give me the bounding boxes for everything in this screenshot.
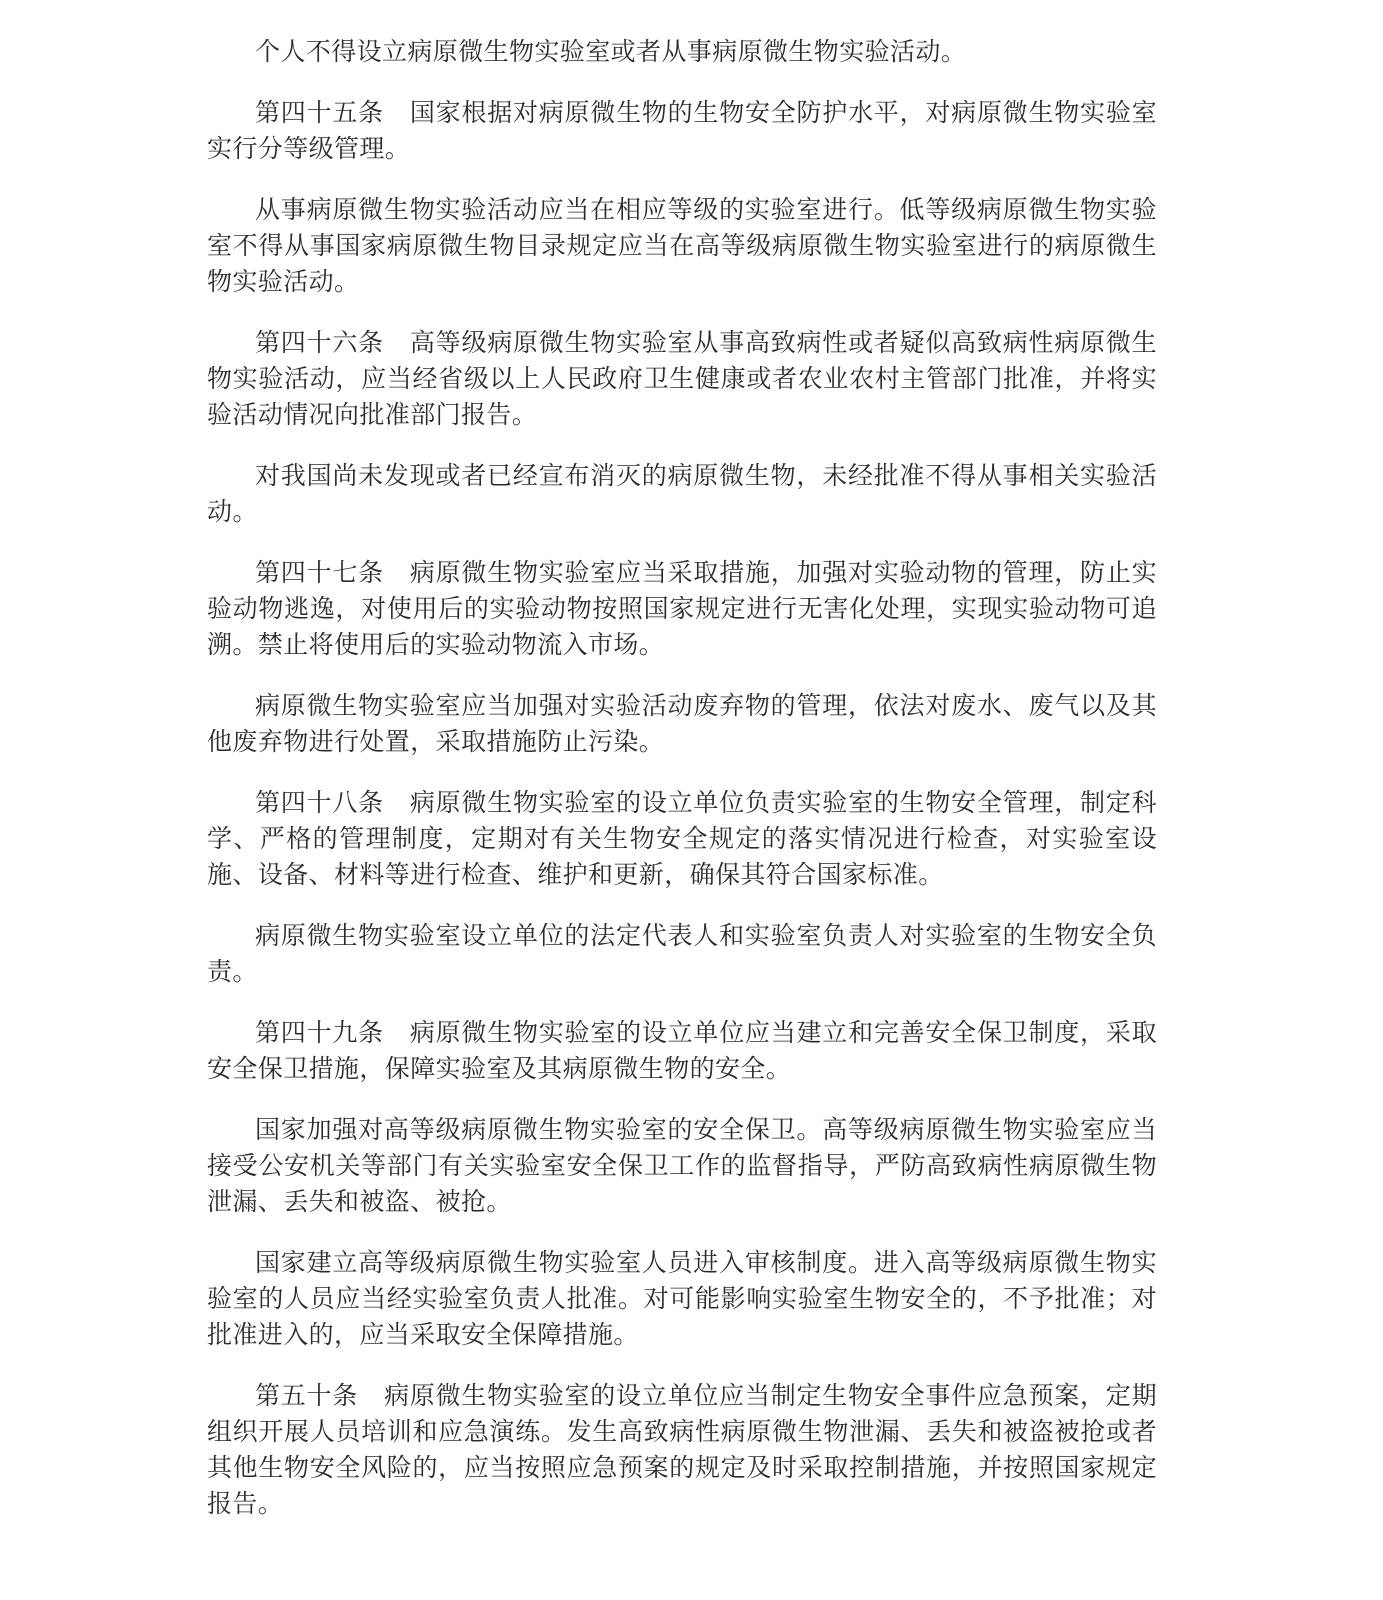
paragraph-text: 病原微生物实验室设立单位的法定代表人和实验室负责人对实验室的生物安全负责。 xyxy=(207,921,1157,986)
article-number: 第四十五条 xyxy=(255,98,384,127)
paragraph-text: 国家加强对高等级病原微生物实验室的安全保卫。高等级病原微生物实验室应当接受公安机关等部门有关实验室安全保卫工作的监督指导，严防高致病性病原微生物泄漏、丢失和被盗、被抢。 xyxy=(207,1115,1157,1216)
paragraph xyxy=(207,555,1157,663)
paragraph xyxy=(207,95,1157,167)
paragraph-text: 病原微生物实验室应当加强对实验活动废弃物的管理，依法对废水、废气以及其他废弃物进行处置，采取措施防止污染。 xyxy=(207,691,1157,756)
paragraph-text: 病原微生物实验室的设立单位应当建立和完善安全保卫制度，采取安全保卫措施，保障实验室及其病原微生物的安全。 xyxy=(207,1018,1157,1083)
article-number: 第四十六条 xyxy=(255,328,384,357)
paragraph xyxy=(207,918,1157,990)
paragraph xyxy=(207,1015,1157,1087)
paragraph-text: 国家建立高等级病原微生物实验室人员进入审核制度。进入高等级病原微生物实验室的人员应当经实验室负责人批准。对可能影响实验室生物安全的，不予批准；对批准进入的，应当采取安全保障措施。 xyxy=(207,1248,1157,1349)
article-number: 第五十条 xyxy=(255,1381,359,1410)
article-number: 第四十七条 xyxy=(255,558,384,587)
paragraph-text: 个人不得设立病原微生物实验室或者从事病原微生物实验活动。 xyxy=(255,37,967,66)
document-body xyxy=(207,34,1157,1522)
article-number: 第四十九条 xyxy=(255,1018,384,1047)
paragraph xyxy=(207,688,1157,760)
paragraph-text: 从事病原微生物实验活动应当在相应等级的实验室进行。低等级病原微生物实验室不得从事国家病原微生物目录规定应当在高等级病原微生物实验室进行的病原微生物实验活动。 xyxy=(207,195,1157,296)
paragraph-text: 国家根据对病原微生物的生物安全防护水平，对病原微生物实验室实行分等级管理。 xyxy=(207,98,1157,163)
paragraph xyxy=(207,785,1157,893)
paragraph xyxy=(207,1245,1157,1353)
paragraph xyxy=(207,325,1157,433)
paragraph-text: 病原微生物实验室应当采取措施，加强对实验动物的管理，防止实验动物逃逸，对使用后的实验动物按照国家规定进行无害化处理，实现实验动物可追溯。禁止将使用后的实验动物流入市场。 xyxy=(207,558,1157,659)
paragraph-text: 病原微生物实验室的设立单位应当制定生物安全事件应急预案，定期组织开展人员培训和应急演练。发生高致病性病原微生物泄漏、丢失和被盗被抢或者其他生物安全风险的，应当按照应急预案的规定及时采取控制措施，并按照国家规定报告。 xyxy=(207,1381,1157,1518)
article-number: 第四十八条 xyxy=(255,788,384,817)
paragraph xyxy=(207,458,1157,530)
paragraph xyxy=(207,34,1157,70)
paragraph xyxy=(207,192,1157,300)
paragraph-text: 高等级病原微生物实验室从事高致病性或者疑似高致病性病原微生物实验活动，应当经省级以上人民政府卫生健康或者农业农村主管部门批准，并将实验活动情况向批准部门报告。 xyxy=(207,328,1157,429)
paragraph xyxy=(207,1378,1157,1522)
paragraph-text: 病原微生物实验室的设立单位负责实验室的生物安全管理，制定科学、严格的管理制度，定期对有关生物安全规定的落实情况进行检查，对实验室设施、设备、材料等进行检查、维护和更新，确保其符合国家标准。 xyxy=(207,788,1157,889)
paragraph-text: 对我国尚未发现或者已经宣布消灭的病原微生物，未经批准不得从事相关实验活动。 xyxy=(207,461,1157,526)
paragraph xyxy=(207,1112,1157,1220)
